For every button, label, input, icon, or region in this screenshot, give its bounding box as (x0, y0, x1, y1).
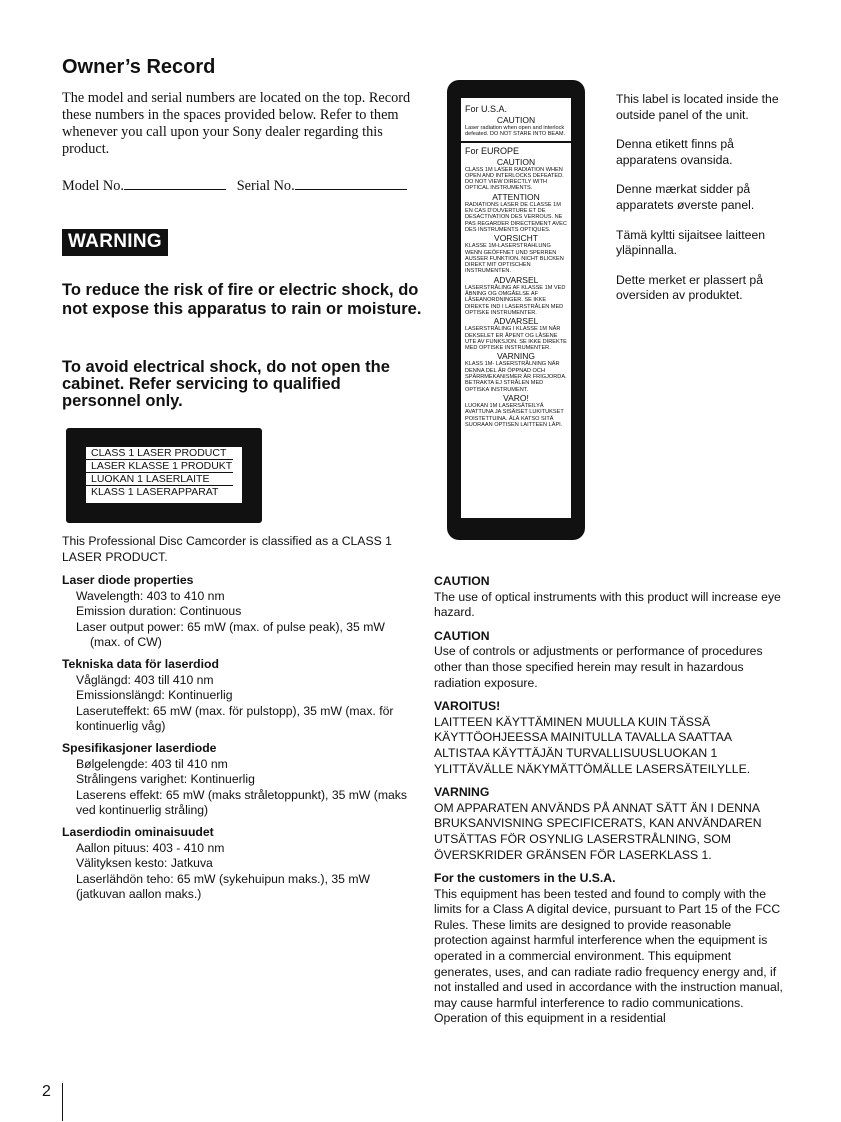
spec-line: Emissionslängd: Kontinuerlig (76, 688, 233, 703)
label-heading: VORSICHT (494, 233, 538, 244)
label-text: KLASS 1M- LASERSTRÅLNING NÄR DENNA DEL ÄR ÖPPNAD OCH SPÄRRMEKANISMER ÄR FRIGJORDA. BETRAKTA EJ STRÅLEN MED OPTISKA INSTRUMENT. (465, 361, 567, 393)
spec-section (62, 573, 412, 903)
model-blank (124, 176, 226, 190)
label-note: Tämä kyltti sijaitsee laitteen yläpinnalla. (616, 227, 766, 258)
laser-line: KLASS 1 LASERAPPARAT (91, 486, 219, 498)
page-number: 2 (42, 1083, 51, 1100)
laser-class-label-inner (86, 447, 242, 503)
caution-heading: VAROITUS! (434, 699, 501, 714)
label-for-europe: For EUROPE (465, 145, 520, 156)
label-note: Denne mærkat sidder på apparatets øverste panel. (616, 182, 755, 212)
spec-heading: Spesifikasjoner laserdiode (62, 740, 217, 755)
spec-line: Wavelength: 403 to 410 nm (76, 588, 225, 603)
label-heading: CAUTION (496, 156, 536, 167)
spec-line: Laseruteffekt: 65 mW (max. för pulstopp), 35 mW (max. för kontinuerlig våg) (76, 703, 394, 734)
spec-line: Emission duration: Continuous (76, 604, 242, 619)
caution-text: This equipment has been tested and found to comply with the limits for a Class A digital device, pursuant to Part 15 of the FCC Rules. These limits are designed to provide reasonable protection against harmful interference when the equipment is operated in a commercial environment. This equipment generates, uses, and can radiate radio frequency energy and, if not installed and used in accordance with the instruction manual, may cause harmful interference to radio communications. Operation of this equipment in a residential (434, 886, 783, 1026)
owners-record-title: Owner’s Record (62, 56, 216, 78)
spec-line: Laser output power: 65 mW (max. of pulse peak), 35 mW (76, 619, 385, 634)
caution-heading: CAUTION (434, 574, 490, 588)
caution-text: OM APPARATEN ANVÄNDS PÅ ANNAT SÄTT ÄN I DENNA BRUKSANVISNING SPECIFICERATS, KAN ANVÄNDAREN UTSÄTTAS FÖR OSYNLIG LASERSTRÅLNING, SOM ÖVERSKRIDER GRÄNSEN FÖR LASERKLASS 1. (434, 800, 762, 862)
spec-heading: Tekniska data för laserdiod (62, 656, 219, 671)
warning-text-1: To reduce the risk of fire or electric shock, do not expose this apparatus to rain or moisture. (62, 281, 422, 318)
label-heading: VARO! (503, 392, 529, 403)
label-text: RADIATIONS LASER DE CLASSE 1M EN CAS D'OUVERTURE ET DE DESACTIVATION DES VERROUS. NE PAS REGARDER DIRECTEMENT AVEC DES INSTRUMENTS OPTIQUES. (465, 201, 567, 233)
owners-record-text: The model and serial numbers are located on the top. Record these numbers in the spaces provided below. Refer to them whenever you call upon your Sony dealer regarding this product. (62, 90, 411, 157)
spec-line: Aallon pituus: 403 - 410 nm (76, 840, 225, 855)
label-text: KLASSE 1M-LASERSTRAHLUNG WENN GEÖFFNET UND SPERREN AUSSER FUNKTION. NICHT BLICKEN DIREKT MIT OPTISCHEN INSTRUMENTEN. (465, 243, 564, 275)
record-fields (62, 176, 422, 195)
label-heading: ADVARSEL (493, 316, 539, 327)
laser-line: LUOKAN 1 LASERLAITE (86, 473, 233, 486)
page-number-divider (62, 1083, 63, 1121)
spec-line-cont: (max. of CW) (90, 635, 162, 650)
laser-class-label (66, 428, 262, 523)
label-note: Dette merket er plassert på oversiden av produktet. (616, 272, 763, 303)
caution-heading: VARNING (434, 785, 490, 800)
serial-blank (295, 176, 407, 190)
laser-line: LASER KLASSE 1 PRODUKT (86, 460, 233, 473)
spec-line: Välityksen kesto: Jatkuva (76, 856, 213, 871)
label-location-notes (616, 92, 796, 318)
label-divider (461, 141, 571, 143)
laser-warning-label (447, 80, 585, 540)
caution-text: The use of optical instruments with this product will increase eye hazard. (434, 589, 781, 620)
label-text: CLASS 1M LASER RADIATION WHEN OPEN AND INTERLOCKS DEFEATED. DO NOT VIEW DIRECTLY WITH OPTICAL INSTRUMENTS. (465, 166, 564, 192)
label-for-usa: For U.S.A. (465, 104, 508, 114)
label-heading: ADVARSEL (493, 274, 539, 285)
label-heading: ATTENTION (492, 191, 540, 202)
spec-heading: Laserdiodin ominaisuudet (62, 824, 214, 839)
laser-line: CLASS 1 LASER PRODUCT (86, 447, 233, 460)
caution-heading: For the customers in the U.S.A. (434, 871, 616, 886)
label-heading: CAUTION (496, 115, 536, 125)
spec-line: Bølgelengde: 403 til 410 nm (76, 756, 228, 771)
label-text: LUOKAN 1M LASERSÄTEILYÄ AVATTUNA JA SISÄISET LUKITUKSET POISTETTUINA. ÄLÄ KATSO SITÄ SUORAAN OPTISEN LAITTEEN LÄPI. (465, 402, 564, 428)
caution-text: Use of controls or adjustments or performance of procedures other than those specified herein may result in hazardous radiation exposure. (434, 644, 763, 690)
laser-warning-label-inner (461, 98, 571, 518)
label-note: Denna etikett finns på apparatens ovansida. (616, 137, 734, 167)
model-label: Model No. (62, 178, 124, 194)
spec-heading: Laser diode properties (62, 573, 194, 587)
label-text: LASERSTRÅLING I KLASSE 1M NÅR DEKSELET ER ÅPENT OG LÅSENE UTE AV FUNKSJON. SE IKKE DIREKTE MED OPTISKE INSTRUMENTER. (465, 326, 567, 352)
spec-line: Våglängd: 403 till 410 nm (76, 672, 214, 687)
label-note: This label is located inside the outside panel of the unit. (616, 92, 779, 122)
label-text: Laser radiation when open and interlock defeated. DO NOT STARE INTO BEAM. (465, 125, 566, 138)
classified-text: This Professional Disc Camcorder is classified as a CLASS 1 LASER PRODUCT. (62, 534, 392, 564)
spec-line: Laserens effekt: 65 mW (maks stråletoppunkt), 35 mW (maks ved kontinuerlig stråling) (76, 787, 407, 818)
spec-line: Strålingens varighet: Kontinuerlig (76, 772, 255, 787)
warning-badge: WARNING (62, 229, 168, 256)
warning-text-2: To avoid electrical shock, do not open the cabinet. Refer servicing to qualified personnel only. (62, 358, 390, 410)
caution-text: LAITTEEN KÄYTTÄMINEN MUULLA KUIN TÄSSÄ KÄYTTÖOHJEESSA MAINITULLA TAVALLA SAATTAA ALTISTAA KÄYTTÄJÄN TURVALLISUUSLUOKAN 1 YLITTÄVÄLLE NÄKYMÄTTÖMÄLLE LASERSÄTEILYLLE. (434, 714, 751, 776)
cautions-section (434, 574, 784, 1027)
serial-label: Serial No. (236, 178, 295, 194)
label-text: LASERSTRÅLING AF KLASSE 1M VED ÅBNING OG OMGÅELSE AF LÅSEANORDNINGER. SE IKKE DIREKTE IND I LASERSTRÅLEN MED OPTISKE INSTRUMENTER. (465, 284, 566, 316)
spec-line: Laserlähdön teho: 65 mW (sykehuipun maks.), 35 mW (jatkuvan aallon maks.) (76, 871, 370, 902)
caution-heading: CAUTION (434, 628, 490, 643)
label-heading: VARNING (496, 351, 536, 362)
